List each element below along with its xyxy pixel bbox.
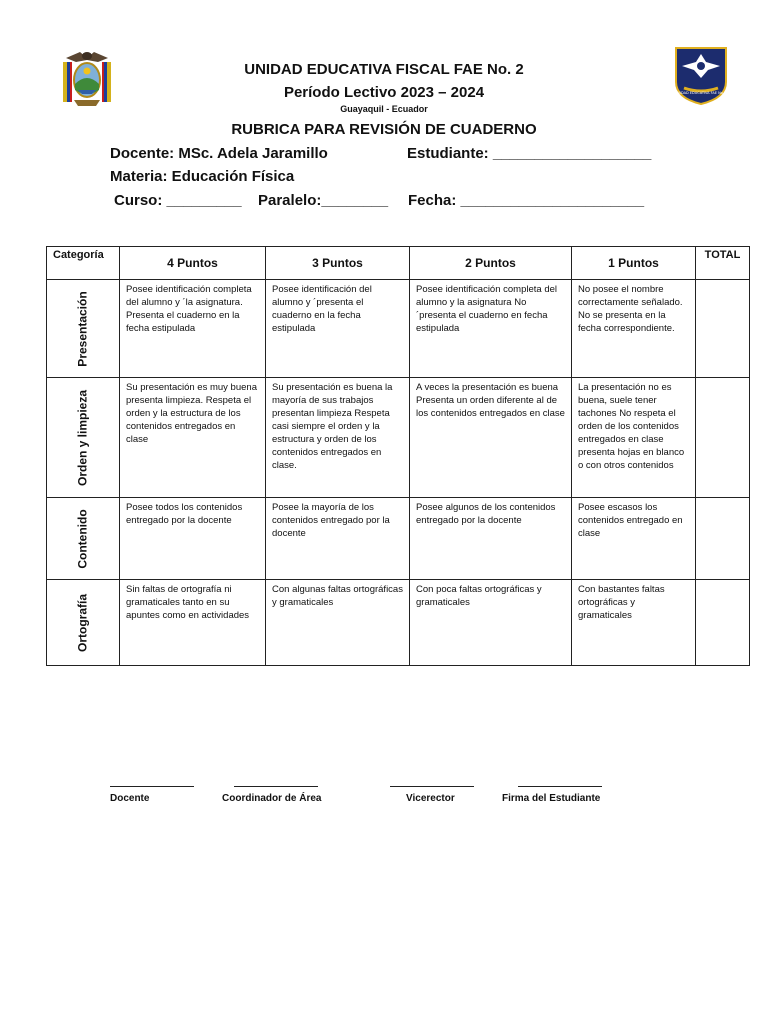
total-cell	[696, 580, 750, 666]
student-field: Estudiante: ___________________	[407, 145, 652, 162]
emblem-seal-text: UNIDAD EDUCATIVA FAE No. 2	[674, 91, 728, 95]
school-period: Período Lectivo 2023 – 2024	[283, 84, 485, 101]
header-1-points: 1 Puntos	[572, 247, 696, 280]
rubric-table	[46, 246, 750, 666]
category-label: Presentación	[75, 290, 90, 367]
criteria-cell: Posee identificación completa del alumno y la asignatura No ´presenta el cuaderno en fecha estipulada	[410, 280, 572, 378]
category-cell	[47, 378, 120, 498]
school-name: UNIDAD EDUCATIVA FISCAL FAE No. 2	[244, 61, 524, 78]
table-row	[47, 280, 750, 378]
category-label: Contenido	[75, 508, 90, 569]
category-cell	[47, 498, 120, 580]
total-cell	[696, 280, 750, 378]
date-field: Fecha: ______________________	[408, 192, 645, 209]
header-category: Categoría	[47, 247, 120, 280]
course-field: Curso: _________	[114, 192, 242, 209]
signature-teacher: Docente	[110, 793, 150, 804]
criteria-cell: No posee el nombre correctamente señalado. No se presenta en la fecha correspondiente.	[572, 280, 696, 378]
signature-line	[234, 786, 318, 787]
signature-line	[518, 786, 602, 787]
table-row	[47, 498, 750, 580]
header-2-points: 2 Puntos	[410, 247, 572, 280]
teacher-field: Docente: MSc. Adela Jaramillo	[110, 145, 328, 162]
signature-vicerector: Vicerector	[406, 793, 455, 804]
header-4-points: 4 Puntos	[120, 247, 266, 280]
criteria-cell: Con poca faltas ortográficas y gramaticales	[410, 580, 572, 666]
criteria-cell: La presentación no es buena, suele tener tachones No respeta el orden de los contenidos entregados en clase presenta hojas en blanco o con otros contenidos	[572, 378, 696, 498]
criteria-cell: Posee algunos de los contenidos entregado por la docente	[410, 498, 572, 580]
criteria-cell: Su presentación es muy buena presenta limpieza. Respeta el orden y la estructura de los contenidos entregados en clase	[120, 378, 266, 498]
signature-line	[390, 786, 474, 787]
category-cell	[47, 580, 120, 666]
category-label: Orden y limpieza	[75, 389, 90, 486]
criteria-cell: Su presentación es buena la mayoría de sus trabajos presentan limpieza Respeta casi siempre el orden y la estructura y orden de los contenidos entregados en clase.	[266, 378, 410, 498]
criteria-cell: Posee todos los contenidos entregado por la docente	[120, 498, 266, 580]
signature-student: Firma del Estudiante	[502, 793, 601, 804]
header-total: TOTAL	[696, 247, 750, 280]
table-header-row	[47, 247, 750, 280]
signature-line	[110, 786, 194, 787]
document-title: RUBRICA PARA REVISIÓN DE CUADERNO	[231, 121, 537, 138]
parallel-field: Paralelo:________	[258, 192, 389, 209]
header-3-points: 3 Puntos	[266, 247, 410, 280]
criteria-cell: Posee la mayoría de los contenidos entregado por la docente	[266, 498, 410, 580]
criteria-cell: Posee identificación completa del alumno y ´la asignatura. Presenta el cuaderno en la fecha estipulada	[120, 280, 266, 378]
school-city: Guayaquil - Ecuador	[340, 104, 428, 114]
subject-field: Materia: Educación Física	[110, 168, 295, 185]
criteria-cell: Con bastantes faltas ortográficas y gramaticales	[572, 580, 696, 666]
table-row	[47, 378, 750, 498]
criteria-cell: Posee identificación del alumno y ´presenta el cuaderno en la fecha estipulada	[266, 280, 410, 378]
criteria-cell: Con algunas faltas ortográficas y gramaticales	[266, 580, 410, 666]
signature-coordinator: Coordinador de Área	[222, 793, 322, 804]
table-row	[47, 580, 750, 666]
criteria-cell: Sin faltas de ortografía ni gramaticales tanto en su apuntes como en actividades	[120, 580, 266, 666]
category-label: Ortografía	[75, 593, 90, 652]
criteria-cell: A veces la presentación es buena Presenta un orden diferente al de los contenidos entregados en clase	[410, 378, 572, 498]
category-cell	[47, 280, 120, 378]
total-cell	[696, 378, 750, 498]
criteria-cell: Posee escasos los contenidos entregado en clase	[572, 498, 696, 580]
total-cell	[696, 498, 750, 580]
